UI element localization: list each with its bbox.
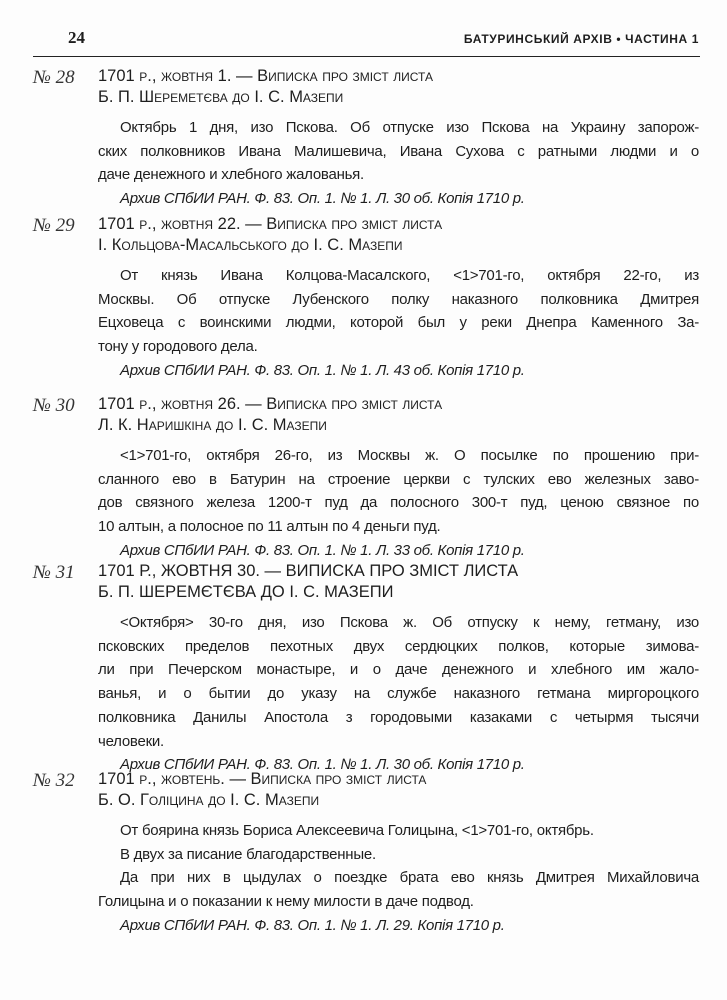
body-text-line: ских полковников Ивана Малишевича, Ивана Сухова с ратными людми и о xyxy=(98,142,699,160)
body-text-line: полковника Данилы Апостола з городовыми казаками с четырмя тысячи xyxy=(98,708,699,726)
entry-title-line: І. Кольцова-Масальського до І. С. Мазепи xyxy=(98,236,403,254)
entry-number: № 29 xyxy=(33,215,75,236)
archive-citation: Архив СПбИИ РАН. Ф. 83. Оп. 1. № 1. Л. 29. Копія 1710 р. xyxy=(120,916,505,934)
body-text-line: сланного ево в Батурин на строение церкви с тулских ево железных заво- xyxy=(98,470,699,488)
entry-title-line: Б. П. ШЕРЕМЄТЄВА ДО І. С. МАЗЕПИ xyxy=(98,583,394,601)
running-title: БАТУРИНСЬКИЙ АРХІВ • ЧАСТИНА 1 xyxy=(463,32,699,46)
entry-body xyxy=(98,819,699,938)
entry-body xyxy=(98,444,699,563)
body-text-line: Ецховеца с воинскими людми, которой был у реки Днепра Каменного За- xyxy=(98,314,699,332)
entry-title xyxy=(98,66,433,108)
entry-title-line: 1701 р., жовтня 26. — Виписка про зміст листа xyxy=(98,395,443,413)
archive-citation: Архив СПбИИ РАН. Ф. 83. Оп. 1. № 1. Л. 43 об. Копія 1710 р. xyxy=(120,361,525,379)
archive-citation: Архив СПбИИ РАН. Ф. 83. Оп. 1. № 1. Л. 30 об. Копія 1710 р. xyxy=(120,756,525,774)
entry-body xyxy=(98,264,699,383)
entry-title-line: Б. П. Шереметєва до І. С. Мазепи xyxy=(98,88,344,106)
entry-title xyxy=(98,394,442,436)
entry-number: № 28 xyxy=(33,67,75,88)
entry-body xyxy=(98,116,699,211)
entry-title-line: 1701 Р., ЖОВТНЯ 30. — ВИПИСКА ПРО ЗМІСТ ЛИСТА xyxy=(98,562,519,580)
body-text-line: Да при них в цыдулах о поездке брата ево князь Дмитрея Михайловича xyxy=(120,869,699,887)
body-text-line: псковских пределов пехотных двух сердюцких полков, которые зимова- xyxy=(98,637,699,655)
body-text-line: В двух за писание благодарственные. xyxy=(120,845,376,863)
entry-title xyxy=(98,769,426,811)
entry-title xyxy=(98,214,442,256)
body-text-line: ванья, и о бытии до указу на службе наказного гетмана миргороцкого xyxy=(98,685,699,703)
entry-title-line: 1701 р., жовтня 22. — Виписка про зміст листа xyxy=(98,215,443,233)
body-text-line: <Октября> 30-го дня, изо Пскова ж. Об отпуску к нему, гетману, изо xyxy=(120,614,699,631)
body-text-line: даче денежного и хлебного жалованья. xyxy=(98,166,364,184)
body-text-line: Москвы. Об отпуске Лубенского полку наказного полковника Дмитрея xyxy=(98,290,699,308)
body-text-line: ли при Печерском монастыре, и о даче денежного и хлебного им жало- xyxy=(98,661,699,679)
entry-number: № 32 xyxy=(33,770,75,791)
body-text-line: дов связного железа 1200-т пуд да полосного 300-т пуд, ценою связное по xyxy=(98,494,699,512)
entry-number: № 31 xyxy=(33,562,75,583)
entry-title-line: 1701 р., жовтня 1. — Виписка про зміст листа xyxy=(98,67,433,85)
body-text-line: 10 алтын, а полосное по 11 алтын по 4 деньги пуд. xyxy=(98,518,441,536)
header-rule xyxy=(33,56,700,57)
body-text-line: тону у городового дела. xyxy=(98,338,258,356)
body-text-line: Октябрь 1 дня, изо Пскова. Об отпуске изо Пскова на Украину запорож- xyxy=(120,119,699,136)
body-text-line: От боярина князь Бориса Алексеевича Голицына, <1>701-го, октябрь. xyxy=(120,822,594,839)
entry-title-line: Б. О. Голіцина до І. С. Мазепи xyxy=(98,791,320,809)
body-text-line: Голицына и о показании к нему милости в даче подвод. xyxy=(98,893,474,911)
body-text-line: От князь Ивана Колцова-Масалского, <1>701-го, октября 22-го, из xyxy=(120,267,699,284)
entry-title-line: 1701 р., жовтень. — Виписка про зміст листа xyxy=(98,770,427,788)
entry-title xyxy=(98,561,518,603)
archive-citation: Архив СПбИИ РАН. Ф. 83. Оп. 1. № 1. Л. 30 об. Копія 1710 р. xyxy=(120,190,525,208)
page-number: 24 xyxy=(68,28,85,47)
entry-title-line: Л. К. Наришкіна до І. С. Мазепи xyxy=(98,416,327,434)
entry-number: № 30 xyxy=(33,395,75,416)
entry-body xyxy=(98,611,699,777)
body-text-line: человеки. xyxy=(98,732,164,750)
archive-citation: Архив СПбИИ РАН. Ф. 83. Оп. 1. № 1. Л. 33 об. Копія 1710 р. xyxy=(120,541,525,559)
body-text-line: <1>701-го, октября 26-го, из Москвы ж. О посылке по прошению при- xyxy=(120,447,699,464)
